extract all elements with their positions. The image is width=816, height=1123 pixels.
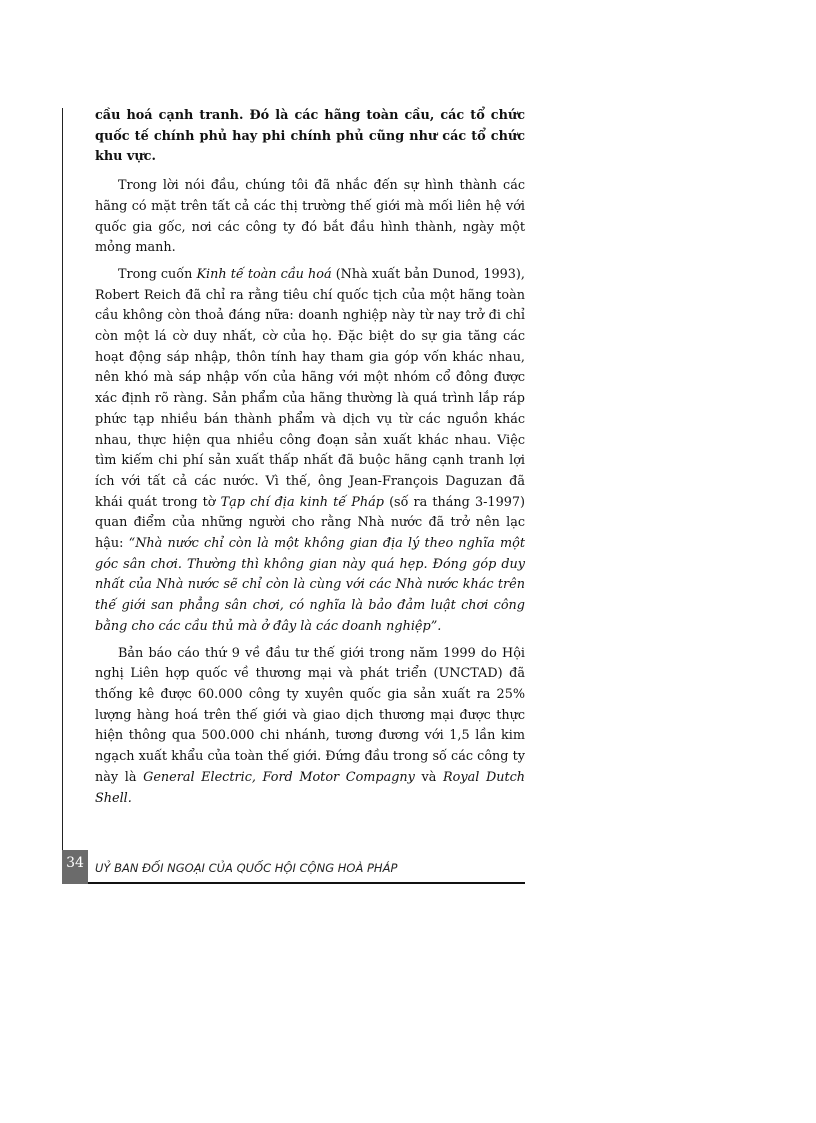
page-number: 34: [62, 850, 88, 884]
company-names-2: Royal Dutch Shell.: [95, 769, 526, 806]
book-title: Kinh tế toàn cầu hoá: [196, 266, 332, 282]
paragraph-3-lead: Trong cuốn: [118, 266, 193, 282]
conjunction: và: [421, 769, 437, 785]
daguzan-quote: “Nhà nước chỉ còn là một không gian địa lý theo nghĩa một góc sân chơi. Thường thì không gian này quá hẹp. Đóng góp duy nhất của Nhà nước sẽ chỉ còn là cùng với các Nhà nước khác trên thế giới san phẳng sân chơi, có nghĩa là bảo đảm luật chơi công bằng cho các cầu thủ mà ở đây là các doanh nghiệp”.: [95, 536, 525, 634]
paragraph-4-body: Bản báo cáo thứ 9 về đầu tư thế giới trong năm 1999 do Hội nghị Liên hợp quốc về thương mại và phát triển (UNCTAD) đã thống kê được 60.000 công ty xuyên quốc gia sản xuất ra 25% lượng hàng hoá trên thế giới và giao dịch thương mại được thực hiện thông qua 500.000 chi nhánh, tương đương với 1,5 lần kim ngạch xuất khẩu của toàn thế giới. Đứng đầu trong số các công ty này là: [95, 645, 525, 785]
page-footer: [62, 850, 525, 884]
footer-rule: [88, 882, 525, 884]
paragraph-3: [95, 265, 525, 638]
journal-title: Tạp chí địa kinh tế Pháp: [220, 494, 384, 510]
paragraph-3-mid: (số ra tháng 3-1997) quan điểm của những người cho rằng Nhà nước đã trở nên lạc hậu:: [95, 494, 525, 552]
paragraph-2: Trong lời nói đầu, chúng tôi đã nhắc đến sự hình thành các hãng có mặt trên tất cả các thị trường thế giới mà mối liên hệ với quốc gia gốc, nơi các công ty đó bắt đầu hình thành, ngày một mỏng manh.: [95, 178, 525, 256]
paragraph-3-body: Robert Reich đã chỉ ra rằng tiêu chí quốc tịch của một hãng toàn cầu không còn thoả đáng nữa: doanh nghiệp này từ nay trở đi chỉ còn một lá cờ duy nhất, cờ của họ. Đặc biệt do sự gia tăng các hoạt động sáp nhập, thôn tính hay tham gia góp vốn khác nhau, nên khó mà sáp nhập vốn của hãng với một nhóm cổ đông được xác định rõ ràng. Sản phẩm của hãng thường là quá trình lắp ráp phức tạp nhiều bán thành phẩm và dịch vụ từ các nguồn khác nhau, thực hiện qua nhiều công đoạn sản xuất khác nhau. Việc tìm kiếm chi phí sản xuất thấp nhất đã buộc hãng cạnh tranh lợi ích với tất cả các nước. Vì thế, ông Jean-François Daguzan đã khái quát trong tờ: [95, 287, 525, 510]
paragraph-1: cầu hoá cạnh tranh. Đó là các hãng toàn cầu, các tổ chức quốc tế chính phủ hay phi chính phủ cũng như các tổ chức khu vực.: [95, 108, 525, 165]
left-margin-rule: [62, 108, 63, 850]
page-body: [95, 106, 525, 815]
company-names-1: General Electric, Ford Motor Compagny: [143, 769, 415, 785]
paragraph-4: [95, 644, 525, 810]
running-title: UỶ BAN ĐỐI NGOẠI CỦA QUỐC HỘI CỘNG HOÀ PHÁP: [95, 861, 398, 875]
publisher-note: (Nhà xuất bản Dunod, 1993),: [335, 266, 525, 282]
